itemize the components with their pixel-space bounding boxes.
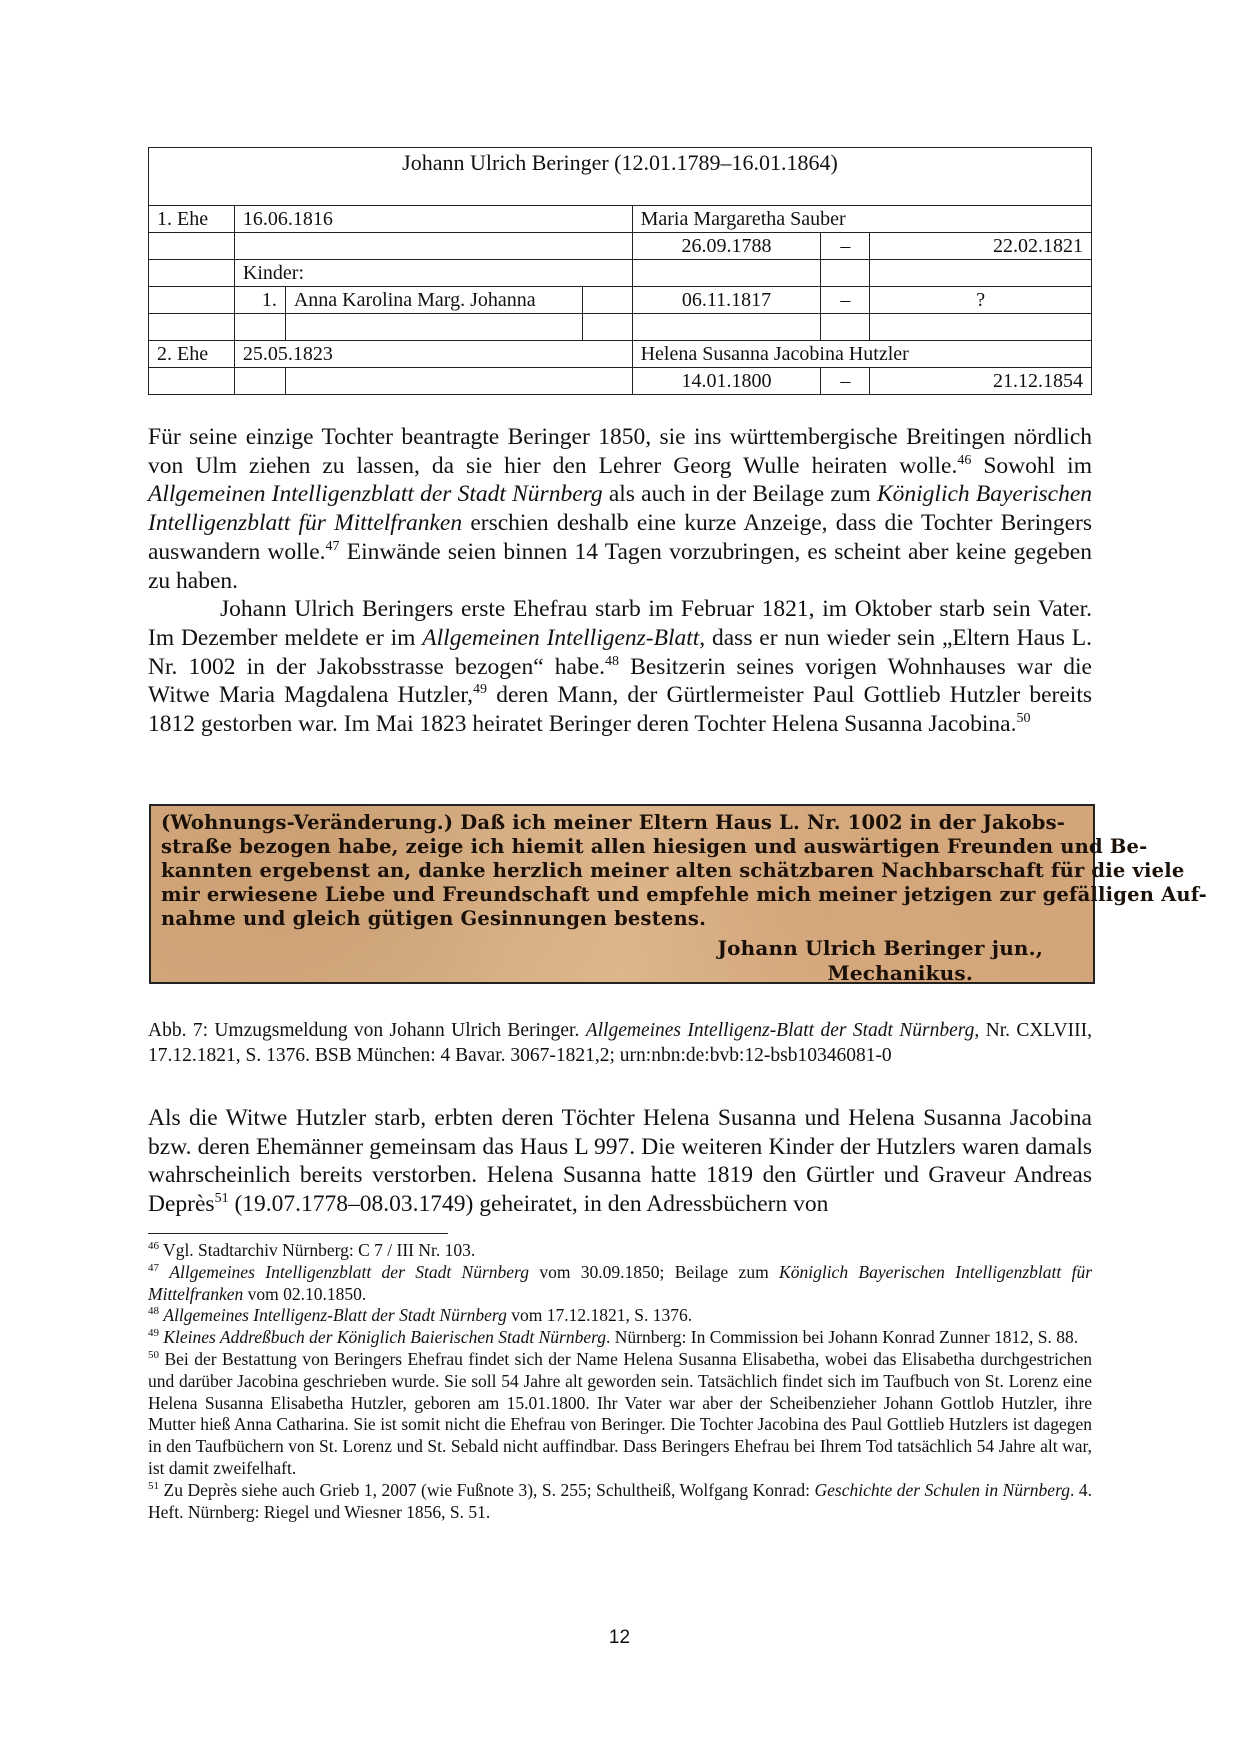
- child1-death: ?: [870, 287, 1092, 314]
- marriage2-spouse-death: 21.12.1854: [870, 368, 1092, 395]
- footnote: $^{46}$ Vgl. Stadtarchiv Nürnberg: C 7 / III Nr. 103.: [148, 1240, 476, 1260]
- clipping-line: mir erwiesene Liebe und Freundschaft und empfehle mich meiner jetzigen zur gefälligen Auf-: [161, 883, 1207, 906]
- footnote-ref[interactable]: 51: [214, 1191, 229, 1207]
- paragraph: Johann Ulrich Beringers erste Ehefrau starb im Februar 1821, im Oktober starb sein Vater. Im Dezember meldete er im Allgemeinen Intelligenz-Blatt, dass er nun wieder sein „Eltern Haus L. Nr. 1002 in der Jakobsstrasse bezogen“ habe.$^{48}$ Besitzerin seines vorigen Wohnhauses war die Witwe Maria Magdalena Hutzler,$^{49}$ deren Mann, der Gürtlermeister Paul Gottlieb Hutzler bereits 1812 gestorben war. Im Mai 1823 heiratet Beringer deren Tochter Helena Susanna Jacobina.$^{50}$: [148, 596, 1093, 738]
- paragraph: Für seine einzige Tochter beantragte Beringer 1850, sie ins württembergische Breitingen nördlich von Ulm ziehen zu lassen, da sie hier den Lehrer Georg Wulle heiraten wolle.$^{46}$ Sowohl im Allgemeinen Intelligenzblatt der Stadt Nürnberg als auch in der Beilage zum Königlich Bayerischen Intelligenzblatt für Mittelfranken erschien deshalb eine kurze Anzeige, dass die Tochter Beringers auswandern wolle.$^{47}$ Einwände seien binnen 14 Tagen vorzubringen, es scheint aber keine gegeben zu haben.: [148, 424, 1092, 594]
- footnote: $^{50}$ Bei der Bestattung von Beringers Ehefrau findet sich der Name Helena Susanna Elisabetha, wobei das Elisabetha durchgestrichen und darüber Jacobina geschrieben wurde. Sie soll 54 Jahre alt geworden sein. Tatsächlich findet sich im Taufbuch von St. Lorenz eine Helena Susanna Elisabetha Hutzler, geboren am 15.01.1800. Ihr Vater war aber der Scheibenzieher Johann Gottlob Hutzler, ihre Mutter hieß Anna Catharina. Sie ist somit nicht die Ehefrau von Beringer. Die Tochter Jacobina des Paul Gottlieb Hutzlers ist dagegen in den Taufbüchern von St. Lorenz und St. Sebald nicht auffindbar. Dass Beringers Ehefrau bei Ihrem Tod tatsächlich 54 Jahre alt war, ist damit zweifelhaft.: [148, 1348, 1092, 1478]
- marriage2-label: 2. Ehe: [149, 341, 235, 368]
- clipping-line: (Wohnungs-Veränderung.) Daß ich meiner Eltern Haus L. Nr. 1002 in der Jakobs-: [161, 811, 1066, 834]
- figure-caption: Abb. 7: Umzugsmeldung von Johann Ulrich Beringer. Allgemeines Intelligenz-Blatt der Stadt Nürnberg, Nr. CXLVIII, 17.12.1821, S. 1376. BSB München: 4 Bavar. 3067-1821,2; urn:nbn:de:bvb:12-bsb10346081-0: [148, 1020, 1092, 1066]
- clipping-line: nahme und gleich gütigen Gesinnungen bestens.: [161, 907, 707, 930]
- marriage1-spouse-birth: 26.09.1788: [632, 233, 821, 260]
- clipping-signature: Johann Ulrich Beringer jun.,: [717, 936, 1043, 960]
- footnote: $^{48}$ Allgemeines Intelligenz-Blatt der Stadt Nürnberg vom 17.12.1821, S. 1376.: [148, 1305, 693, 1326]
- body-text-upper: [148, 423, 1092, 739]
- children-label: Kinder:: [234, 260, 632, 287]
- footnote-ref[interactable]: 49: [473, 682, 488, 698]
- newspaper-clipping-image: [149, 804, 1207, 985]
- child1-birth: 06.11.1817: [632, 287, 821, 314]
- body-text-lower: [148, 1104, 1092, 1219]
- page-number: 12: [608, 1627, 631, 1648]
- marriage2-dash: –: [821, 368, 870, 395]
- marriage2-spouse-birth: 14.01.1800: [632, 368, 821, 395]
- child1-dash: –: [821, 287, 870, 314]
- marriage2-spouse: Helena Susanna Jacobina Hutzler: [632, 341, 1091, 368]
- table-title: Johann Ulrich Beringer (12.01.1789–16.01.1864): [149, 148, 1092, 206]
- footnote-ref[interactable]: 50: [1016, 711, 1031, 727]
- marriage1-dash: –: [821, 233, 870, 260]
- footnotes: [148, 1240, 1092, 1523]
- paragraph: Als die Witwe Hutzler starb, erbten deren Töchter Helena Susanna und Helena Susanna Jacobina bzw. deren Ehemänner gemeinsam das Haus L 997. Die weiteren Kinder der Hutzlers waren damals wahrscheinlich bereits verstorben. Helena Susanna hatte 1819 den Gürtler und Graveur Andreas Deprès$^{51}$ (19.07.1778–08.03.1749) geheiratet, in den Adressbüchern von: [148, 1105, 1092, 1218]
- child1-name: Anna Karolina Marg. Johanna: [285, 287, 582, 314]
- clipping-signature-title: Mechanikus.: [827, 961, 973, 985]
- clipping-line: straße bezogen habe, zeige ich hiemit allen hiesigen und auswärtigen Freunden und Be-: [161, 835, 1148, 858]
- child1-number: 1.: [234, 287, 285, 314]
- genealogy-table: [148, 147, 1092, 395]
- footnote-ref[interactable]: 47: [325, 538, 340, 554]
- footnote: $^{47}$ Allgemeines Intelligenzblatt der Stadt Nürnberg vom 30.09.1850; Beilage zum Königlich Bayerischen Intelligenzblatt für Mittelfranken vom 02.10.1850.: [148, 1261, 1093, 1304]
- footnote-separator: [148, 1233, 448, 1234]
- footnote: $^{49}$ Kleines Addreßbuch der Königlich Baierischen Stadt Nürnberg. Nürnberg: In Commission bei Johann Konrad Zunner 1812, S. 88.: [148, 1327, 1079, 1348]
- marriage1-label: 1. Ehe: [149, 206, 235, 233]
- marriage1-date: 16.06.1816: [234, 206, 582, 233]
- marriage1-spouse-death: 22.02.1821: [870, 233, 1092, 260]
- footnote: $^{51}$ Zu Deprès siehe auch Grieb 1, 2007 (wie Fußnote 3), S. 255; Schultheiß, Wolfgang Konrad: Geschichte der Schulen in Nürnberg. 4. Heft. Nürnberg: Riegel und Wiesner 1856, S. 51.: [148, 1479, 1093, 1522]
- marriage1-spouse: Maria Margaretha Sauber: [632, 206, 1091, 233]
- clipping-line: kannten ergebenst an, danke herzlich meiner alten schätzbaren Nachbarschaft für die viele: [161, 859, 1185, 882]
- footnote-ref[interactable]: 48: [605, 653, 620, 669]
- marriage2-date: 25.05.1823: [234, 341, 582, 368]
- footnote-ref[interactable]: 46: [957, 452, 972, 468]
